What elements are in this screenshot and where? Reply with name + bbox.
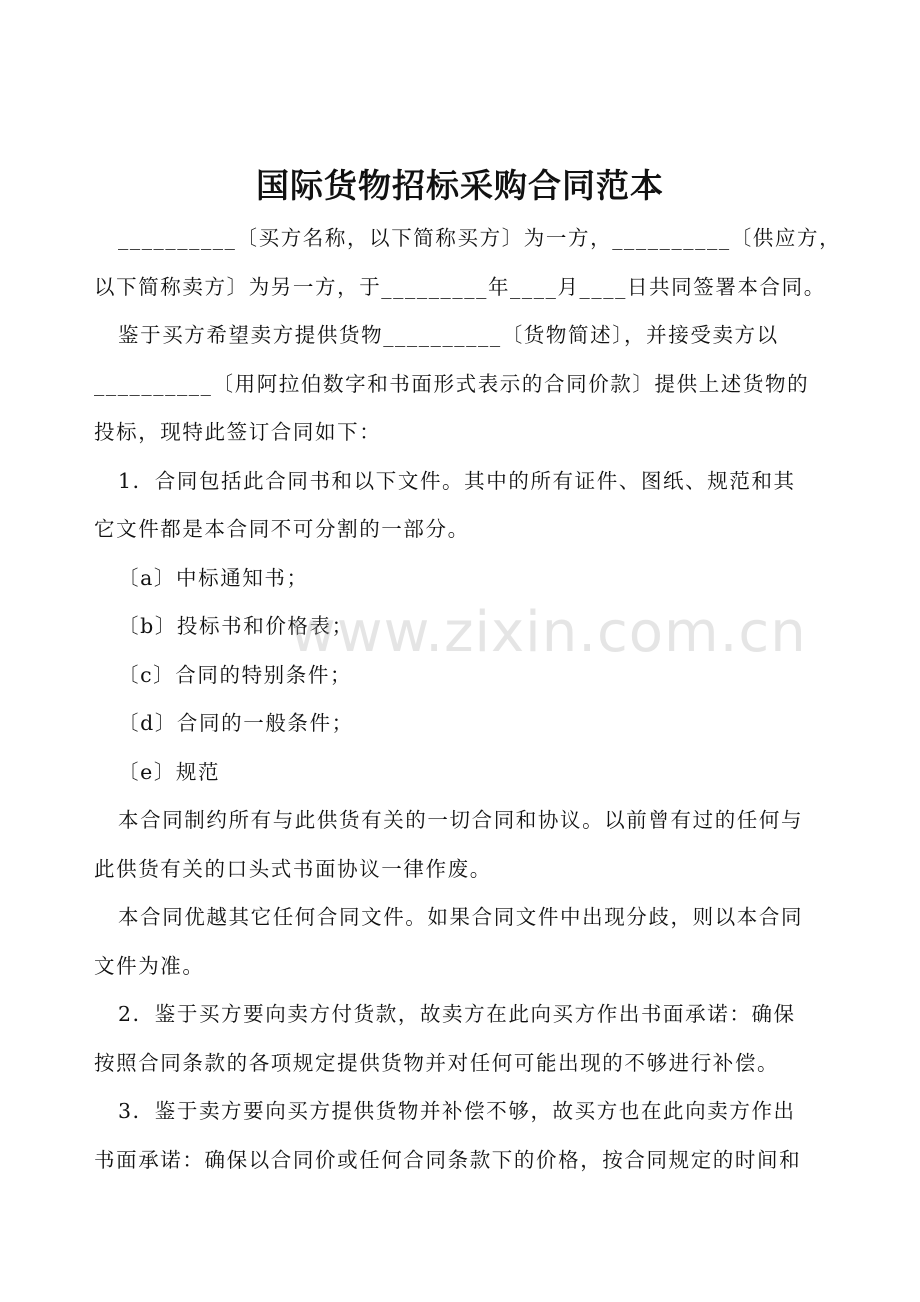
paragraph-line: 投标，现特此签订合同如下： — [94, 420, 382, 444]
document-body — [94, 214, 842, 1184]
paragraph-line: 它文件都是本合同不可分割的一部分。 — [94, 517, 470, 541]
list-item: 〔b〕投标书和价格表； — [118, 614, 354, 638]
document-title: 国际货物招标采购合同范本 — [256, 166, 664, 205]
paragraph-line: 2．鉴于买方要向卖方付货款，故卖方在此向买方作出书面承诺：确保 — [118, 1002, 796, 1026]
watermark: www.zixin.com.cn — [290, 600, 807, 665]
paragraph-line: 1．合同包括此合同书和以下文件。其中的所有证件、图纸、规范和其 — [118, 468, 796, 493]
paragraph-line: 书面承诺：确保以合同价或任何合同条款下的价格，按合同规定的时间和 — [94, 1147, 802, 1172]
paragraph-line: 以下简称卖方〕为另一方，于_________年____月____日共同签署本合同。 — [94, 274, 826, 299]
paragraph-line: 鉴于买方希望卖方提供货物__________〔货物简述〕，并接受卖方以 — [118, 323, 779, 347]
paragraph-line: 按照合同条款的各项规定提供货物并对任何可能出现的不够进行补偿。 — [94, 1050, 780, 1075]
paragraph-line: __________〔买方名称，以下简称买方〕为一方，__________〔供应方， — [118, 226, 842, 250]
paragraph-line: 本合同优越其它任何合同文件。如果合同文件中出现分歧，则以本合同 — [118, 905, 804, 929]
list-item: 〔c〕合同的特别条件； — [118, 662, 353, 687]
list-item: 〔e〕规范 — [118, 759, 221, 784]
paragraph-line: 此供货有关的口头式书面协议一律作废。 — [94, 856, 492, 881]
list-item: 〔a〕中标通知书； — [118, 565, 309, 590]
paragraph-line: 本合同制约所有与此供货有关的一切合同和协议。以前曾有过的任何与 — [118, 808, 804, 832]
list-item: 〔d〕合同的一般条件； — [118, 711, 354, 735]
paragraph-line: __________〔用阿拉伯数字和书面形式表示的合同价款〕提供上述货物的 — [94, 371, 810, 396]
paragraph-line: 3．鉴于卖方要向买方提供货物并补偿不够，故买方也在此向卖方作出 — [118, 1099, 796, 1123]
paragraph-line: 文件为准。 — [94, 953, 205, 978]
